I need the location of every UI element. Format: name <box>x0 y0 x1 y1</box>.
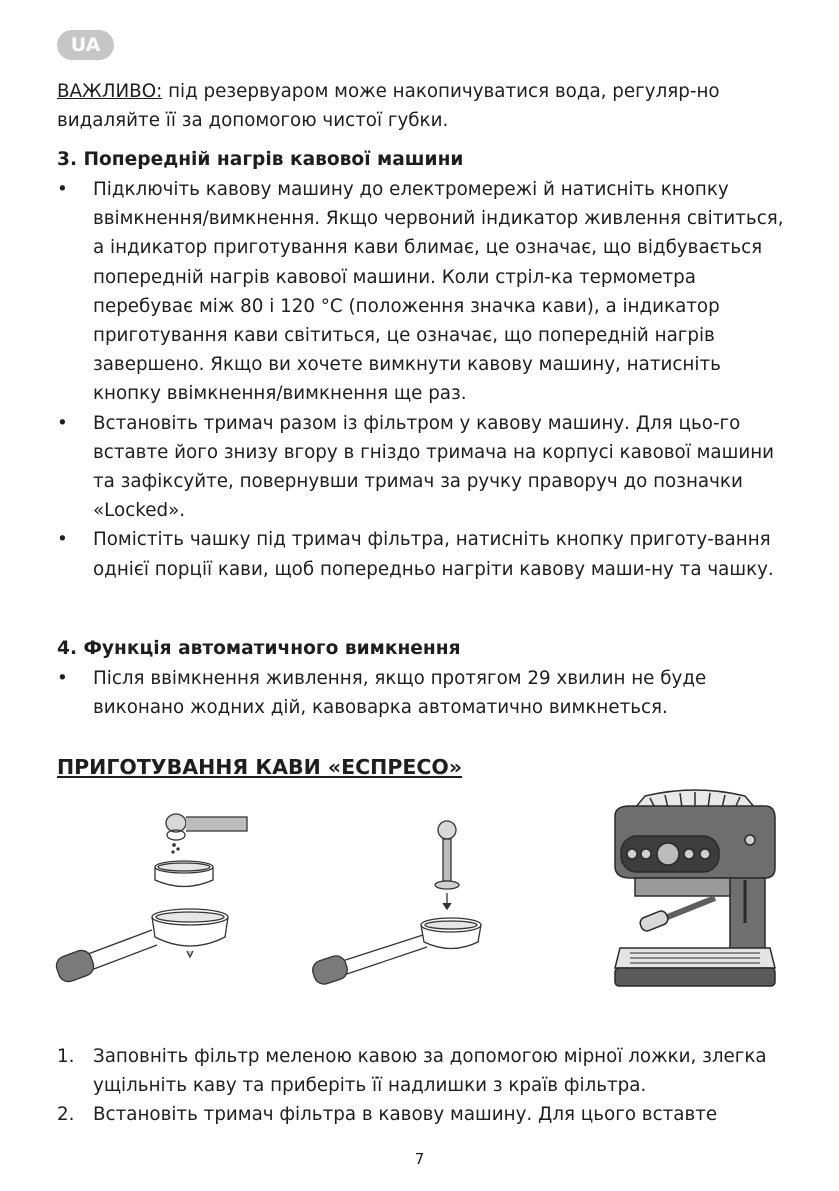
important-note <box>57 77 787 135</box>
list-item <box>57 1042 792 1100</box>
list-item <box>57 664 792 722</box>
bullet-icon: • <box>57 179 68 200</box>
list-item-text: Помістіть чашку під тримач фільтра, натисніть кнопку приготу-вання однієї порції кави, щоб попередньо нагріти кавову маши-ну та чашку. <box>93 529 774 580</box>
list-item <box>57 1100 792 1129</box>
list-item-text: Встановіть тримач разом із фільтром у кавову машину. Для цьо-го вставте його знизу вгору в гніздо тримача на корпусі кавової машини та зафіксуйте, повернувши тримач за ручку праворуч до позначки «Locked». <box>93 412 775 522</box>
important-label: ВАЖЛИВО: <box>57 81 163 102</box>
page-number: 7 <box>414 1150 425 1168</box>
list-item-text: Після ввімкнення живлення, якщо протягом 29 хвилин не буде виконано жодних дій, кавоварка автоматично вимкнеться. <box>93 668 707 719</box>
section-3-list <box>57 175 792 584</box>
bullet-icon: • <box>57 412 68 434</box>
espresso-steps <box>57 1042 792 1130</box>
espresso-machine-illustration <box>605 778 790 1003</box>
list-item-text: Підключіть кавову машину до електромережі й натисніть кнопку ввімкнення/вимкнення. Якщо червоний індикатор живлення світиться, а індикатор приготування кави блимає, це означає, що відбувається попередній нагрів кавової машини. Коли стріл-ка термометра перебуває між 80 і 120 °C (положення значка кави), а індикатор приготування кави світиться, це означає, що попередній нагрів завершено. Якщо ви хочете вимкнути кавову машину, натисніть кнопку ввімкнення/вимкнення ще раз. <box>93 179 784 405</box>
list-item <box>57 409 792 526</box>
espresso-section-title: ПРИГОТУВАННЯ КАВИ «ЕСПРЕСО» <box>57 755 463 779</box>
section-3-heading: 3. Попередній нагрів кавової машини <box>57 149 464 170</box>
step-number: 1. <box>57 1046 75 1067</box>
bullet-icon: • <box>57 529 68 551</box>
step-text: Заповніть фільтр меленою кавою за допомогою мірної ложки, злегка ущільніть каву та приберіть її надлишки з країв фільтра. <box>93 1046 767 1097</box>
tamper-illustration <box>305 815 490 1005</box>
step-number: 2. <box>57 1104 75 1126</box>
section-4-list <box>57 664 792 722</box>
step-text: Встановіть тримач фільтра в кавову машину. Для цього вставте <box>93 1104 718 1126</box>
bullet-icon: • <box>57 668 68 689</box>
list-item <box>57 525 792 583</box>
important-text: під резервуаром може накопичуватися вода, регуляр-но видаляйте її за допомогою чистої губки. <box>57 81 720 132</box>
filter-filling-illustration <box>52 805 267 1005</box>
language-badge: UA <box>57 30 114 60</box>
section-4-heading: 4. Функція автоматичного вимкнення <box>57 638 461 659</box>
list-item <box>57 175 792 409</box>
